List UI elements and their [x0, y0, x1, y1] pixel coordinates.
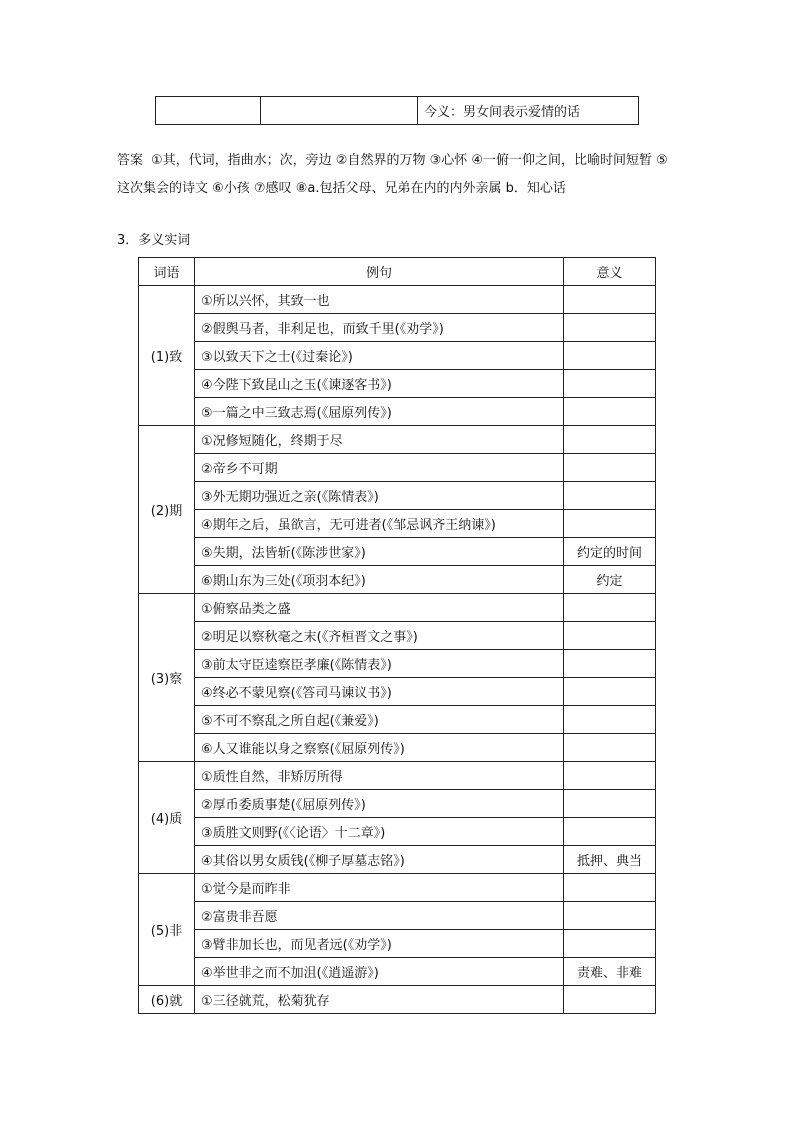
example-cell: ④今陛下致昆山之玉(《谏逐客书》) — [195, 370, 564, 398]
meaning-cell — [564, 650, 656, 678]
table-row — [139, 314, 656, 342]
example-cell: ⑤失期，法皆斩(《陈涉世家》) — [195, 538, 564, 566]
table-row — [139, 398, 656, 426]
word-cell: (5)非 — [139, 874, 195, 986]
example-cell: ④终必不蒙见察(《答司马谏议书》) — [195, 678, 564, 706]
meaning-cell — [564, 902, 656, 930]
meaning-cell: 抵押、典当 — [564, 846, 656, 874]
meaning-cell — [564, 986, 656, 1014]
header-meaning: 意义 — [564, 258, 656, 286]
table-row — [139, 538, 656, 566]
table-row — [139, 902, 656, 930]
meaning-cell: 约定的时间 — [564, 538, 656, 566]
meaning-cell — [564, 342, 656, 370]
table-row — [139, 482, 656, 510]
table-body — [139, 286, 656, 1014]
example-cell: ①况修短随化，终期于尽 — [195, 426, 564, 454]
answer-paragraph — [117, 147, 679, 203]
table-cell — [261, 97, 418, 125]
meaning-cell — [564, 930, 656, 958]
table-row — [139, 370, 656, 398]
table-row — [156, 97, 639, 125]
example-cell: ②厚币委质事楚(《屈原列传》) — [195, 790, 564, 818]
table-row — [139, 426, 656, 454]
example-cell: ①俯察品类之盛 — [195, 594, 564, 622]
example-cell: ①所以兴怀，其致一也 — [195, 286, 564, 314]
table-row — [139, 874, 656, 902]
table-row — [139, 678, 656, 706]
table-header-row — [139, 258, 656, 286]
meaning-cell — [564, 482, 656, 510]
word-cell: (6)就 — [139, 986, 195, 1014]
meaning-cell — [564, 454, 656, 482]
meaning-cell — [564, 286, 656, 314]
meaning-cell — [564, 622, 656, 650]
meaning-cell — [564, 678, 656, 706]
table-cell: 今义：男女间表示爱情的话 — [418, 97, 639, 125]
meaning-cell — [564, 790, 656, 818]
meaning-cell: 责难、非难 — [564, 958, 656, 986]
table-row — [139, 734, 656, 762]
word-cell: (3)察 — [139, 594, 195, 762]
table-row — [139, 818, 656, 846]
meaning-cell — [564, 762, 656, 790]
example-cell: ③外无期功强近之亲(《陈情表》) — [195, 482, 564, 510]
example-cell: ⑤不可不察乱之所自起(《兼爱》) — [195, 706, 564, 734]
header-example: 例句 — [195, 258, 564, 286]
table-row — [139, 454, 656, 482]
meaning-cell — [564, 510, 656, 538]
table-row — [139, 762, 656, 790]
example-cell: ①觉今是而昨非 — [195, 874, 564, 902]
example-cell: ②假舆马者，非利足也，而致千里(《劝学》) — [195, 314, 564, 342]
example-cell: ③臂非加长也，而见者远(《劝学》) — [195, 930, 564, 958]
polysemous-words-table — [138, 257, 656, 1014]
table-row — [139, 510, 656, 538]
table-row — [139, 566, 656, 594]
meaning-cell — [564, 426, 656, 454]
example-cell: ③前太守臣逵察臣孝廉(《陈情表》) — [195, 650, 564, 678]
meaning-cell — [564, 874, 656, 902]
table-row — [139, 594, 656, 622]
table-row — [139, 958, 656, 986]
table-row — [139, 706, 656, 734]
answer-label: 答案 — [117, 153, 144, 168]
example-cell: ⑥人又谁能以身之察察(《屈原列传》) — [195, 734, 564, 762]
answer-text: ①其，代词，指曲水；次，旁边 ②自然界的万物 ③心怀 ④一俯一仰之间，比喻时间短暂 ⑤这次集会的诗文 ⑥小孩 ⑦感叹 ⑧a.包括父母、兄弟在内的内外亲属 b．知心话 — [117, 153, 668, 196]
table-row — [139, 622, 656, 650]
example-cell: ④举世非之而不加沮(《逍遥游》) — [195, 958, 564, 986]
table-row — [139, 342, 656, 370]
example-cell: ③质胜文则野(《〈论语〉十二章》) — [195, 818, 564, 846]
meaning-cell — [564, 398, 656, 426]
word-cell: (2)期 — [139, 426, 195, 594]
example-cell: ④期年之后，虽欲言，无可进者(《邹忌讽齐王纳谏》) — [195, 510, 564, 538]
table-cell — [156, 97, 261, 125]
example-cell: ③以致天下之士(《过秦论》) — [195, 342, 564, 370]
prior-table-fragment — [155, 96, 639, 125]
table-row — [139, 930, 656, 958]
meaning-cell — [564, 706, 656, 734]
meaning-cell — [564, 734, 656, 762]
example-cell: ②明足以察秋毫之末(《齐桓晋文之事》) — [195, 622, 564, 650]
example-cell: ②富贵非吾愿 — [195, 902, 564, 930]
section-heading: 3．多义实词 — [117, 233, 191, 248]
word-cell: (4)质 — [139, 762, 195, 874]
meaning-cell — [564, 370, 656, 398]
table-row — [139, 650, 656, 678]
example-cell: ⑤一篇之中三致志焉(《屈原列传》) — [195, 398, 564, 426]
meaning-cell: 约定 — [564, 566, 656, 594]
meaning-cell — [564, 594, 656, 622]
example-cell: ①质性自然，非矫厉所得 — [195, 762, 564, 790]
example-cell: ②帝乡不可期 — [195, 454, 564, 482]
table-row — [139, 986, 656, 1014]
table-row — [139, 790, 656, 818]
example-cell: ①三径就荒，松菊犹存 — [195, 986, 564, 1014]
meaning-cell — [564, 818, 656, 846]
table-row — [139, 846, 656, 874]
word-cell: (1)致 — [139, 286, 195, 426]
example-cell: ⑥期山东为三处(《项羽本纪》) — [195, 566, 564, 594]
table-row — [139, 286, 656, 314]
example-cell: ④其俗以男女质钱(《柳子厚墓志铭》) — [195, 846, 564, 874]
meaning-cell — [564, 314, 656, 342]
header-word: 词语 — [139, 258, 195, 286]
